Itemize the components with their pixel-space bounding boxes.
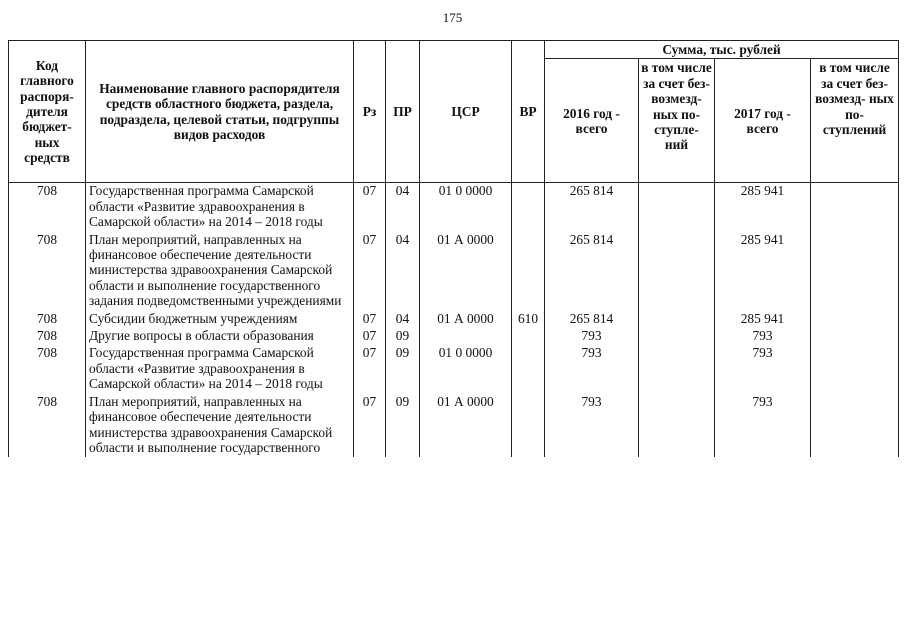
cell-2017-free	[811, 345, 899, 393]
cell-pr: 09	[386, 345, 420, 393]
cell-code: 708	[9, 328, 86, 345]
cell-2016-free	[639, 311, 715, 328]
cell-vr	[512, 394, 545, 458]
cell-2017-total: 793	[715, 345, 811, 393]
cell-2017-total: 793	[715, 328, 811, 345]
cell-rz: 07	[354, 328, 386, 345]
cell-csr: 01 А 0000	[420, 394, 512, 458]
table-row	[9, 345, 899, 393]
cell-code: 708	[9, 345, 86, 393]
cell-code: 708	[9, 394, 86, 458]
header-name: Наименование главного распорядителя средств областного бюджета, раздела, подраздела, целевой статьи, подгруппы видов расходов	[86, 41, 354, 183]
cell-vr: 610	[512, 311, 545, 328]
cell-code: 708	[9, 232, 86, 311]
cell-2016-total: 265 814	[545, 183, 639, 232]
cell-pr: 04	[386, 183, 420, 232]
header-csr: ЦСР	[420, 41, 512, 183]
cell-2016-free	[639, 328, 715, 345]
page-number: 175	[442, 10, 463, 25]
header-vr: ВР	[512, 41, 545, 183]
table-body	[9, 183, 899, 457]
cell-2017-total: 285 941	[715, 183, 811, 232]
cell-2017-total: 285 941	[715, 232, 811, 311]
cell-pr: 04	[386, 311, 420, 328]
cell-name: Государственная программа Самарской области «Развитие здравоохранения в Самарской области» на 2014 – 2018 годы	[86, 183, 354, 232]
cell-2016-free	[639, 394, 715, 458]
cell-code: 708	[9, 311, 86, 328]
cell-2016-total: 793	[545, 345, 639, 393]
cell-2017-total: 285 941	[715, 311, 811, 328]
header-rz: Рз	[354, 41, 386, 183]
cell-csr: 01 А 0000	[420, 232, 512, 311]
cell-csr: 01 0 0000	[420, 345, 512, 393]
cell-rz: 07	[354, 345, 386, 393]
cell-2017-free	[811, 183, 899, 232]
cell-2017-free	[811, 311, 899, 328]
cell-2016-total: 793	[545, 328, 639, 345]
cell-2016-free	[639, 232, 715, 311]
cell-2017-free	[811, 394, 899, 458]
cell-rz: 07	[354, 232, 386, 311]
cell-name: Государственная программа Самарской области «Развитие здравоохранения в Самарской области» на 2014 – 2018 годы	[86, 345, 354, 393]
header-pr: ПР	[386, 41, 420, 183]
budget-table	[8, 40, 899, 457]
cell-rz: 07	[354, 183, 386, 232]
cell-code: 708	[9, 183, 86, 232]
cell-pr: 09	[386, 394, 420, 458]
header-sum-group: Сумма, тыс. рублей	[545, 41, 899, 59]
table-row	[9, 183, 899, 232]
table-row	[9, 394, 899, 458]
cell-2016-free	[639, 183, 715, 232]
table-row	[9, 328, 899, 345]
cell-name: Субсидии бюджетным учреждениям	[86, 311, 354, 328]
cell-csr: 01 А 0000	[420, 311, 512, 328]
header-2017-total: 2017 год - всего	[715, 59, 811, 183]
header-2017-free: в том числе за счет без- возмезд- ных по- ступлений	[811, 59, 899, 183]
cell-vr	[512, 232, 545, 311]
cell-csr: 01 0 0000	[420, 183, 512, 232]
cell-name: План мероприятий, направленных на финансовое обеспечение деятельности министерства здравоохранения Самарской области и выполнение государственного задания подведомственными учреждениями	[86, 232, 354, 311]
header-code: Код главного распоря- дителя бюджет- ных средств	[9, 41, 86, 183]
cell-pr: 04	[386, 232, 420, 311]
cell-pr: 09	[386, 328, 420, 345]
cell-vr	[512, 328, 545, 345]
cell-2017-free	[811, 328, 899, 345]
table-header	[9, 41, 899, 183]
cell-2016-free	[639, 345, 715, 393]
cell-name: Другие вопросы в области образования	[86, 328, 354, 345]
cell-name: План мероприятий, направленных на финансовое обеспечение деятельности министерства здравоохранения Самарской области и выполнение государственного	[86, 394, 354, 458]
cell-csr	[420, 328, 512, 345]
cell-vr	[512, 345, 545, 393]
table-row	[9, 311, 899, 328]
cell-rz: 07	[354, 311, 386, 328]
header-2016-free: в том числе за счет без- возмезд- ных по- ступле- ний	[639, 59, 715, 183]
cell-2017-total: 793	[715, 394, 811, 458]
cell-rz: 07	[354, 394, 386, 458]
cell-2017-free	[811, 232, 899, 311]
cell-2016-total: 793	[545, 394, 639, 458]
cell-2016-total: 265 814	[545, 232, 639, 311]
header-2016-total: 2016 год - всего	[545, 59, 639, 183]
cell-2016-total: 265 814	[545, 311, 639, 328]
cell-vr	[512, 183, 545, 232]
table-row	[9, 232, 899, 311]
